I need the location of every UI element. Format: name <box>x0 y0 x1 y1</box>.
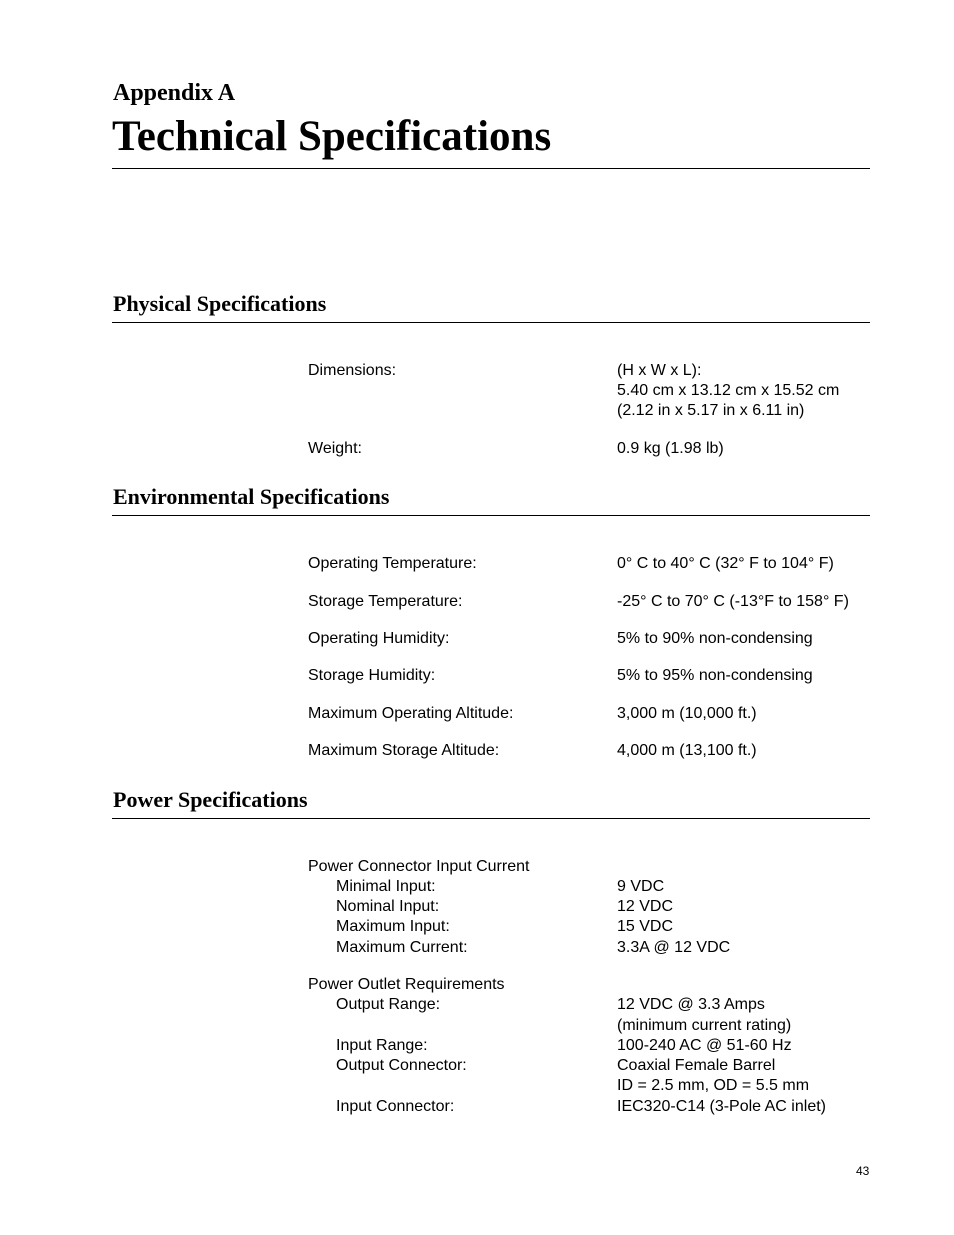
maximum-current-label: Maximum Current: <box>336 939 468 956</box>
output-connector-value-line2: ID = 2.5 mm, OD = 5.5 mm <box>617 1077 810 1094</box>
page-title: Technical Specifications <box>112 113 552 160</box>
dimensions-value-line1: (H x W x L): <box>617 362 702 379</box>
environmental-divider <box>112 515 870 516</box>
nominal-input-label: Nominal Input: <box>336 898 440 915</box>
storage-temperature-label: Storage Temperature: <box>308 593 463 610</box>
nominal-input-value: 12 VDC <box>617 898 674 915</box>
weight-value: 0.9 kg (1.98 lb) <box>617 440 724 457</box>
storage-humidity-value: 5% to 95% non-condensing <box>617 667 813 684</box>
output-connector-label: Output Connector: <box>336 1057 467 1074</box>
input-connector-label: Input Connector: <box>336 1098 455 1115</box>
operating-temperature-label: Operating Temperature: <box>308 555 477 572</box>
input-connector-value: IEC320-C14 (3-Pole AC inlet) <box>617 1098 826 1115</box>
output-range-value-line2: (minimum current rating) <box>617 1017 792 1034</box>
weight-label: Weight: <box>308 440 362 457</box>
dimensions-label: Dimensions: <box>308 362 397 379</box>
maximum-operating-altitude-value: 3,000 m (10,000 ft.) <box>617 705 757 722</box>
input-range-label: Input Range: <box>336 1037 428 1054</box>
dimensions-value-line2: 5.40 cm x 13.12 cm x 15.52 cm <box>617 382 840 399</box>
maximum-storage-altitude-value: 4,000 m (13,100 ft.) <box>617 742 757 759</box>
output-connector-value-line1: Coaxial Female Barrel <box>617 1057 776 1074</box>
maximum-operating-altitude-label: Maximum Operating Altitude: <box>308 705 514 722</box>
power-specifications-heading: Power Specifications <box>113 787 308 812</box>
physical-specifications-heading: Physical Specifications <box>113 291 327 316</box>
title-divider <box>112 168 870 169</box>
operating-temperature-value: 0° C to 40° C (32° F to 104° F) <box>617 555 834 572</box>
operating-humidity-value: 5% to 90% non-condensing <box>617 630 813 647</box>
storage-humidity-label: Storage Humidity: <box>308 667 436 684</box>
power-connector-heading: Power Connector Input Current <box>308 858 530 875</box>
maximum-storage-altitude-label: Maximum Storage Altitude: <box>308 742 500 759</box>
dimensions-value-line3: (2.12 in x 5.17 in x 6.11 in) <box>617 402 805 419</box>
operating-humidity-label: Operating Humidity: <box>308 630 450 647</box>
storage-temperature-value: -25° C to 70° C (-13°F to 158° F) <box>617 593 849 610</box>
maximum-input-label: Maximum Input: <box>336 918 450 935</box>
maximum-input-value: 15 VDC <box>617 918 674 935</box>
minimal-input-value: 9 VDC <box>617 878 665 895</box>
output-range-label: Output Range: <box>336 996 441 1013</box>
page-number: 43 <box>856 1164 870 1178</box>
output-range-value-line1: 12 VDC @ 3.3 Amps <box>617 996 765 1013</box>
power-outlet-heading: Power Outlet Requirements <box>308 976 505 993</box>
power-divider <box>112 818 870 819</box>
input-range-value: 100-240 AC @ 51-60 Hz <box>617 1037 792 1054</box>
environmental-specifications-heading: Environmental Specifications <box>113 484 390 509</box>
physical-divider <box>112 322 870 323</box>
maximum-current-value: 3.3A @ 12 VDC <box>617 939 731 956</box>
minimal-input-label: Minimal Input: <box>336 878 436 895</box>
appendix-label: Appendix A <box>113 80 236 106</box>
